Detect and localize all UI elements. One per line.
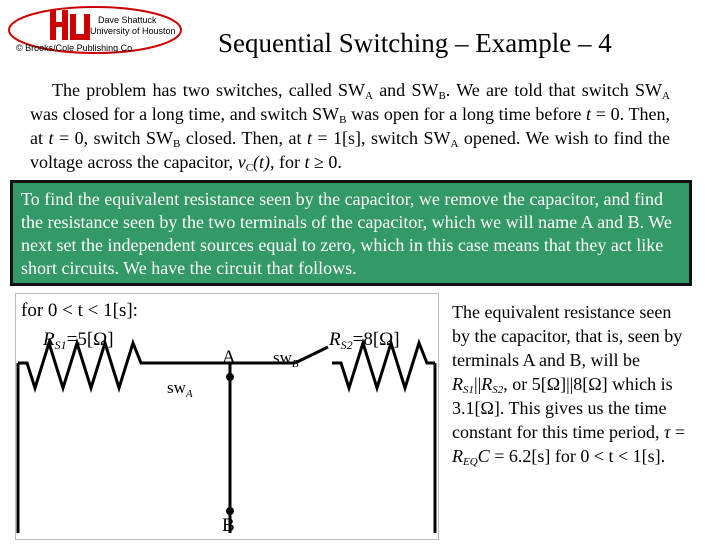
side-explanation: The equivalent resistance seen by the capacitor, that is, seen by terminals A and B, will be $R_{S1}||R_{S2}$, or 5[Ω]||8[Ω] which is 3.1[Ω]. This gives us the time constant for this time period, $\tau = R_{EQ}C = 6.2[s]$ for 0 < t < 1[s]. bbox=[452, 302, 686, 468]
page-title: Sequential Switching – Example – 4 bbox=[218, 28, 612, 58]
switch-a-label: $sw_A$ bbox=[167, 378, 193, 400]
rs2-label: $R_{S2}=8[\Omega]$ bbox=[329, 329, 400, 352]
switch-b-label: $sw_B$ bbox=[273, 348, 299, 370]
node-a-label: A bbox=[222, 347, 236, 368]
banner-text: To find the equivalent resistance seen by the capacitor, we remove the capacitor, and find the resistance seen by the two terminals of the capacitor, which we will name A and B. We next set the independent sources equal to zero, which in this case means that they act like short circuits. We have the circuit that follows. bbox=[21, 189, 672, 278]
node-a-dot bbox=[226, 373, 234, 381]
logo-line2: University of Houston bbox=[90, 26, 176, 36]
intro-paragraph: The problem has two switches, called $SW_A$ and $SW_B$. We are told that switch $SW_A$ was closed for a long time, and switch $SW_B$ was open for a long time before t = 0. Then, at t = 0, switch $SW_B$ closed. Then, at t = 1[s], switch $SW_A$ opened. We wish to find the voltage across the capacitor, $v_C(t)$, for t ≥ 0. bbox=[30, 80, 670, 174]
node-b-dot bbox=[226, 507, 234, 515]
rs1-label: $R_{S1}=5[\Omega]$ bbox=[43, 329, 114, 352]
node-b-label: B bbox=[222, 515, 235, 536]
circuit-diagram bbox=[15, 293, 439, 540]
uh-emblem-icon bbox=[50, 10, 90, 40]
logo-line1: Dave Shattuck bbox=[98, 15, 157, 25]
circuit-label: for 0 < t < 1[s]: bbox=[21, 300, 138, 321]
explanation-banner bbox=[10, 180, 692, 286]
university-logo bbox=[6, 4, 184, 56]
logo-line3: © Brooks/Cole Publishing Co. bbox=[16, 43, 135, 53]
